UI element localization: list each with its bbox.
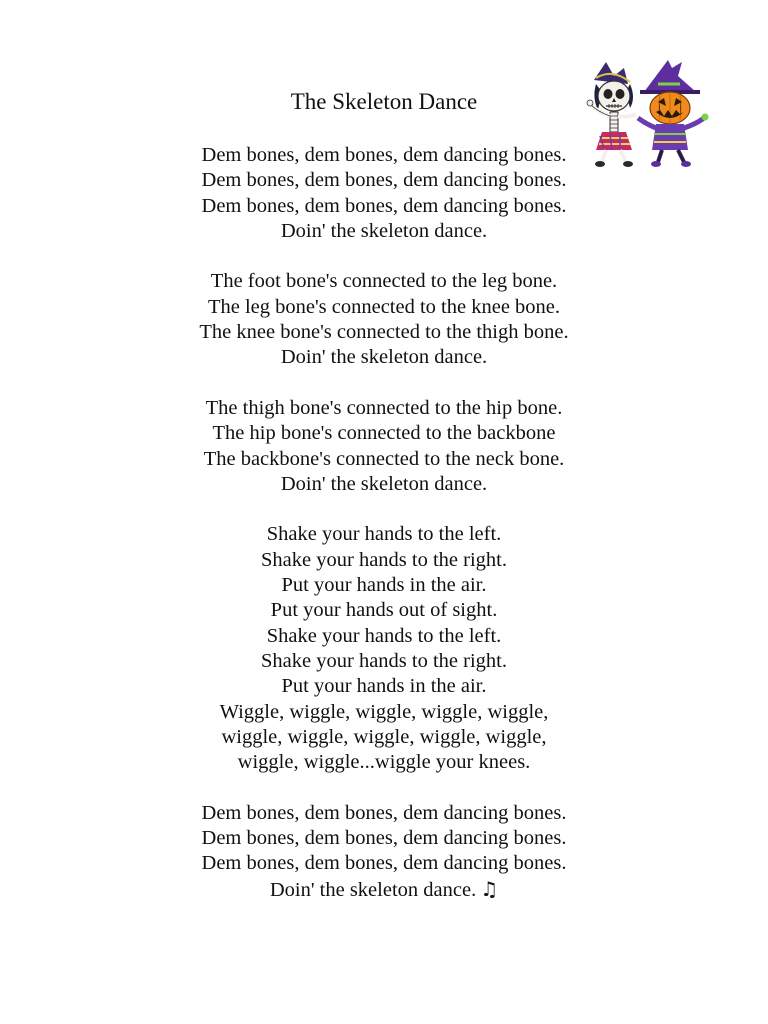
poem-line: Shake your hands to the right. (261, 649, 507, 672)
stanza-2 (0, 269, 768, 370)
poem-line: Dem bones, dem bones, dem dancing bones. (201, 169, 567, 192)
poem-line: Shake your hands to the left. (266, 523, 502, 546)
poem-line: Doin' the skeleton dance. (280, 219, 488, 242)
poem-line: Dem bones, dem bones, dem dancing bones. (201, 194, 567, 217)
poem-line: The hip bone's connected to the backbone (212, 422, 556, 445)
poem-line: Shake your hands to the left. (266, 624, 502, 647)
stanza-5 (0, 801, 768, 902)
stanza-1 (0, 143, 768, 244)
poem-line: Wiggle, wiggle, wiggle, wiggle, wiggle, (219, 700, 549, 723)
poem-line: Doin' the skeleton dance. (280, 346, 488, 369)
poem-line: The foot bone's connected to the leg bone. (210, 270, 558, 293)
stanza-3 (0, 396, 768, 497)
poem-line: Shake your hands to the right. (261, 548, 507, 571)
final-line (0, 877, 768, 902)
poem-line: The knee bone's connected to the thigh bone. (199, 321, 569, 344)
poem-line-text: Doin' the skeleton dance. (269, 878, 477, 901)
stanza-4 (0, 522, 768, 775)
poem-line: Dem bones, dem bones, dem dancing bones. (201, 801, 567, 824)
poem-line: wiggle, wiggle, wiggle, wiggle, wiggle, (221, 725, 547, 748)
poem-line: Put your hands in the air. (281, 675, 487, 698)
poem-line: Put your hands in the air. (281, 574, 487, 597)
poem-line: Dem bones, dem bones, dem dancing bones. (201, 852, 567, 875)
poem-line: The leg bone's connected to the knee bone. (207, 295, 561, 318)
poem-line: The thigh bone's connected to the hip bone. (205, 396, 563, 419)
poem-line: The backbone's connected to the neck bone. (203, 447, 565, 470)
poem-line: Put your hands out of sight. (270, 599, 498, 622)
poem-body (0, 143, 768, 927)
poem-line: Dem bones, dem bones, dem dancing bones. (201, 827, 567, 850)
poem-line: Dem bones, dem bones, dem dancing bones. (201, 144, 567, 166)
poem-line: Doin' the skeleton dance. (280, 472, 488, 495)
poem-title: The Skeleton Dance (290, 89, 478, 114)
music-note-icon: ♫ (480, 876, 499, 901)
poem-line: wiggle, wiggle...wiggle your knees. (237, 751, 531, 774)
